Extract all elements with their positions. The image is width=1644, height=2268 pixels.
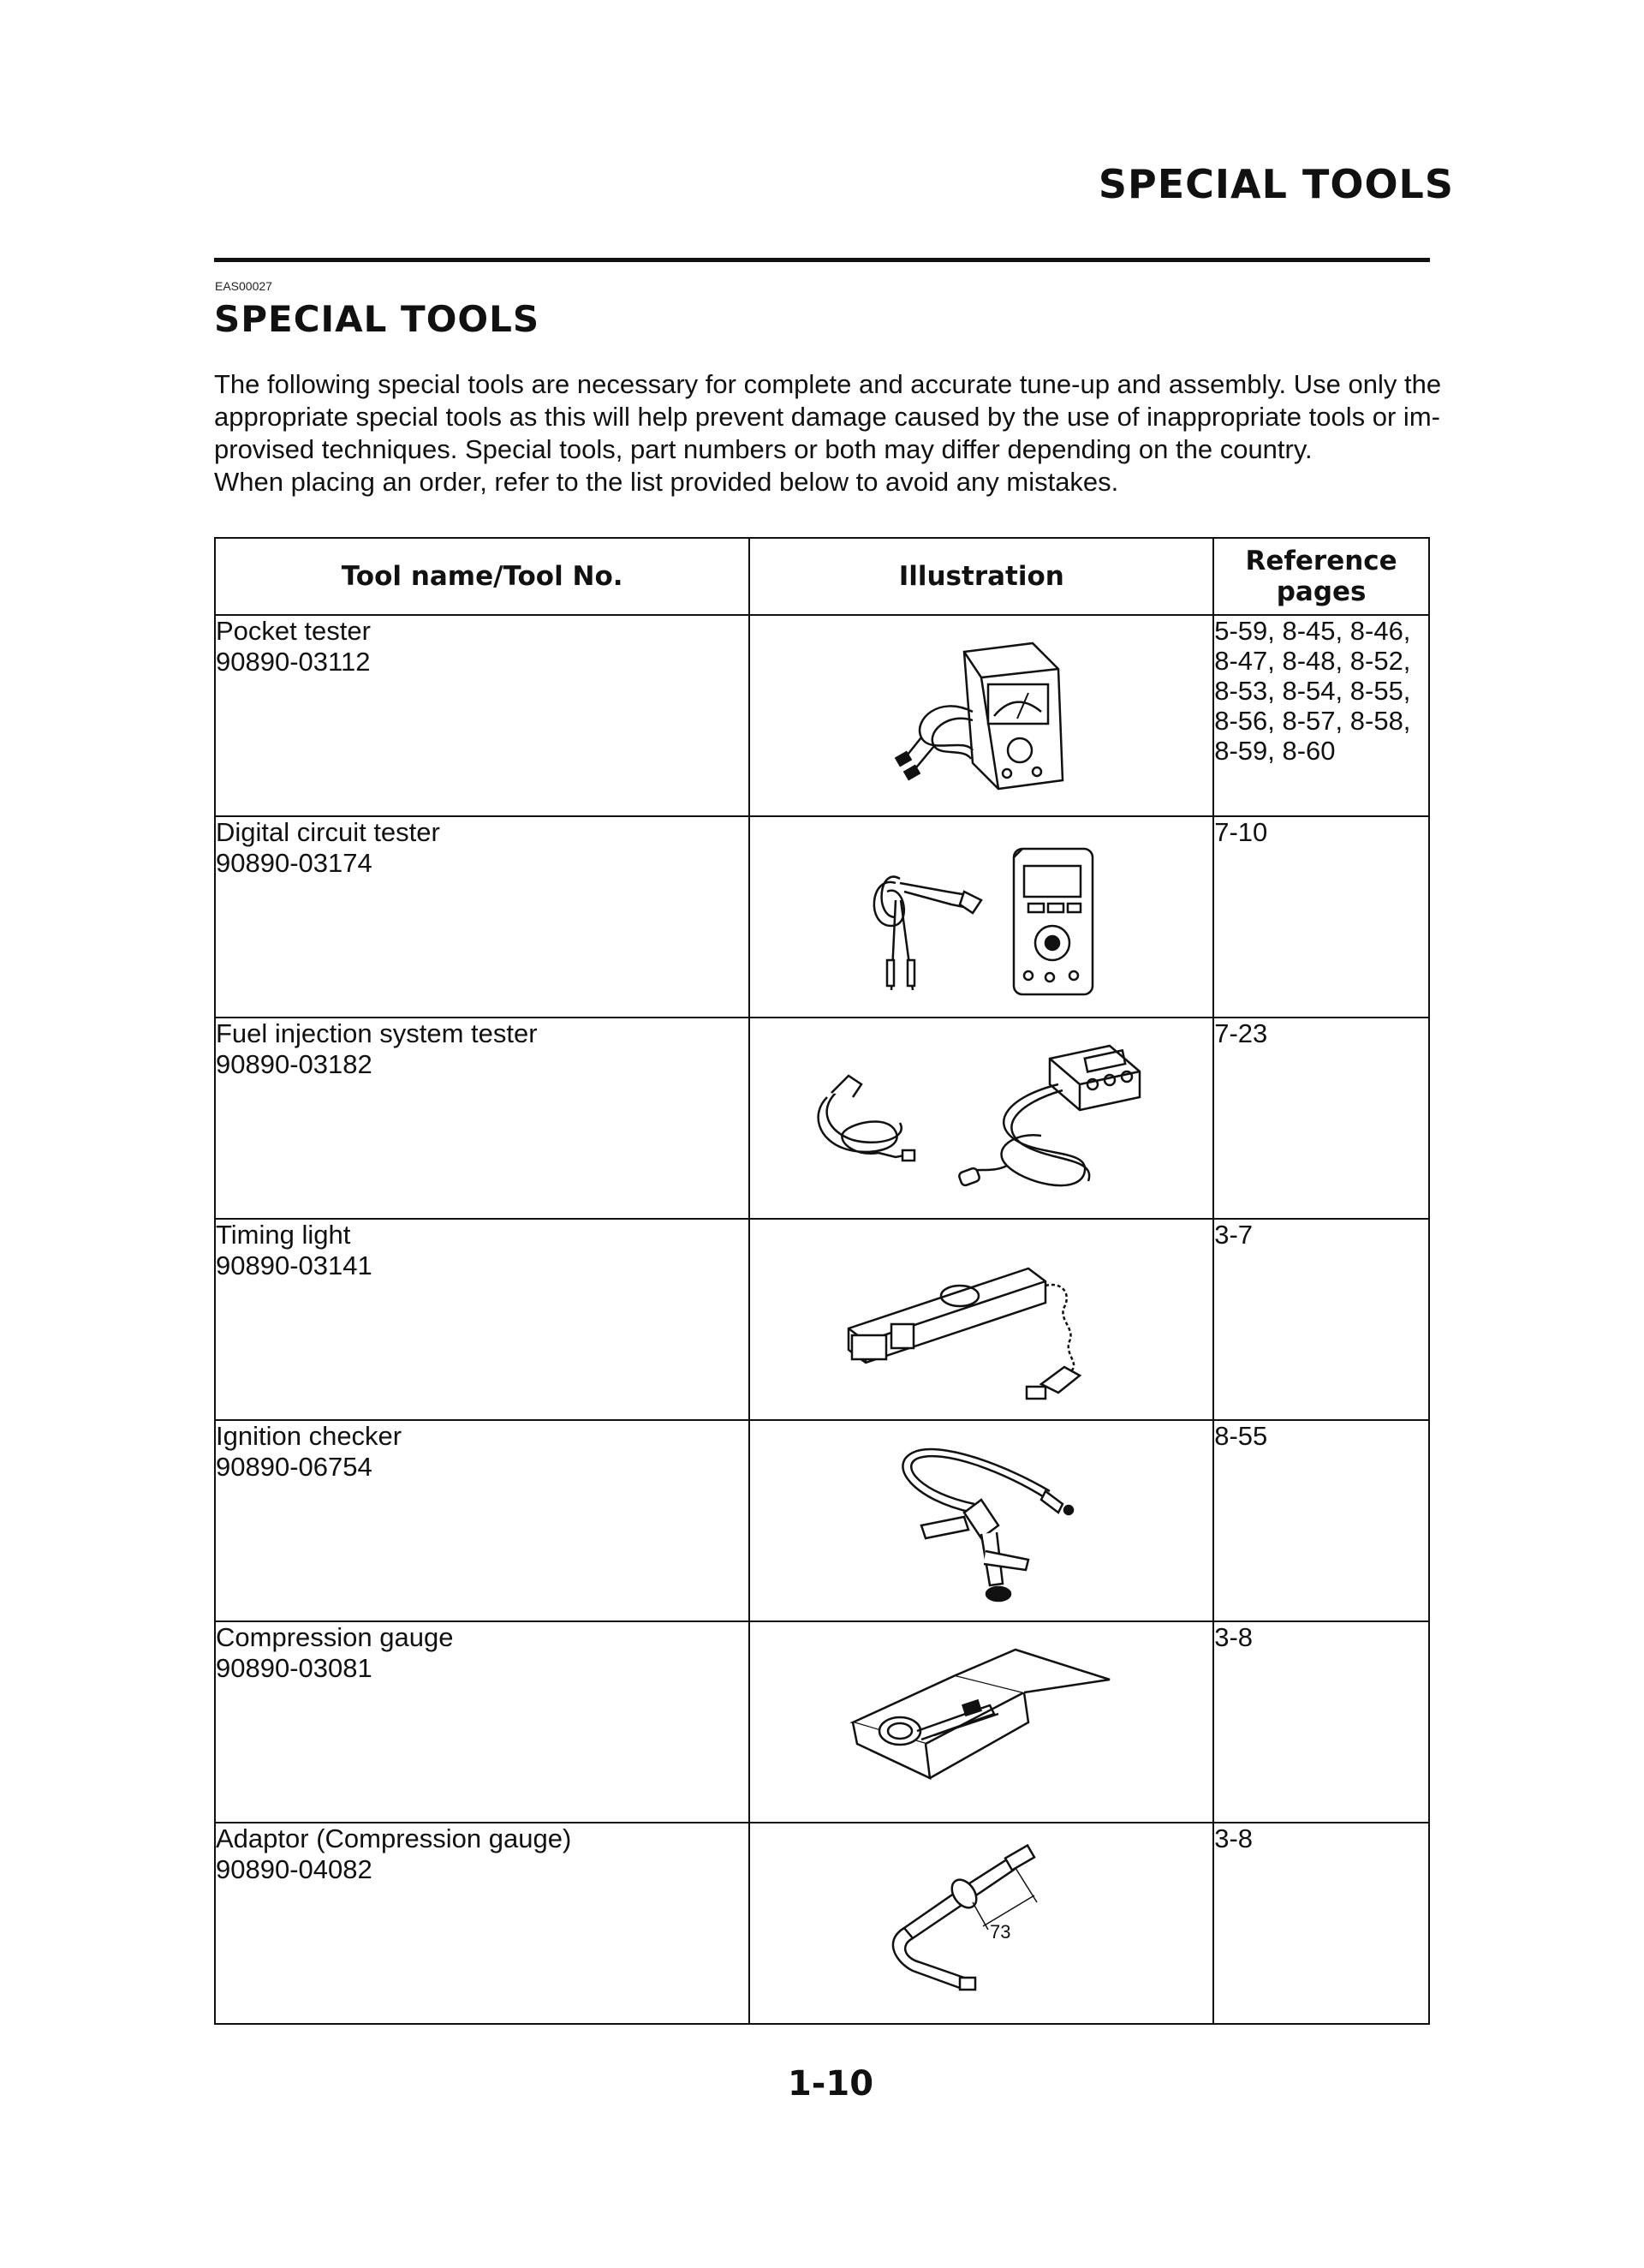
reference-line: 5-59, 8-45, 8-46, — [1214, 616, 1411, 646]
header-reference-line: pages — [1276, 576, 1367, 607]
tool-name: Adaptor (Compression gauge) — [216, 1823, 572, 1853]
special-tools-table — [214, 537, 1430, 2025]
intro-line: The following special tools are necessary for complete and accurate tune-up and assembly. Use only the — [214, 369, 1442, 399]
adaptor-illustration — [879, 1842, 1084, 2005]
pocket-tester-illustration — [887, 635, 1075, 797]
tool-number: 90890-04082 — [216, 1854, 372, 1884]
tool-number: 90890-03174 — [216, 848, 372, 878]
reference-line: 8-59, 8-60 — [1214, 736, 1336, 766]
section-code: EAS00027 — [215, 279, 272, 293]
fuel-injection-tester-illustration — [801, 1037, 1161, 1200]
intro-line: When placing an order, refer to the list provided below to avoid any mistakes. — [214, 467, 1119, 497]
illustration-cell — [749, 1219, 1213, 1420]
table-row — [215, 1018, 1429, 1219]
tool-number: 90890-06754 — [216, 1452, 372, 1482]
reference-pages-cell — [1213, 816, 1429, 1018]
table-row — [215, 1420, 1429, 1621]
tool-name-cell — [215, 816, 749, 1018]
reference-line: 3-7 — [1214, 1220, 1254, 1250]
tool-name: Fuel injection system tester — [216, 1018, 538, 1048]
tool-name: Compression gauge — [216, 1622, 454, 1652]
tool-name-cell — [215, 1420, 749, 1621]
digital-circuit-tester-illustration — [853, 832, 1110, 1003]
illustration-cell — [749, 1018, 1213, 1219]
tool-name: Digital circuit tester — [216, 817, 440, 847]
reference-line: 8-56, 8-57, 8-58, — [1214, 706, 1411, 736]
tool-name-cell — [215, 1018, 749, 1219]
page-header-title: SPECIAL TOOLS — [1098, 161, 1454, 207]
tool-number: 90890-03141 — [216, 1250, 372, 1280]
reference-line: 3-8 — [1214, 1823, 1254, 1853]
header-reference-line: Reference — [1245, 546, 1397, 576]
reference-line: 7-23 — [1214, 1018, 1268, 1048]
intro-line: provised techniques. Special tools, part numbers or both may differ depending on the country. — [214, 434, 1313, 464]
header-reference-pages — [1213, 538, 1429, 615]
page-number: 1-10 — [787, 2064, 874, 2104]
illustration-cell — [749, 615, 1213, 816]
header-tool-name: Tool name/Tool No. — [215, 538, 749, 615]
table-row — [215, 615, 1429, 816]
dimension-label: 73 — [990, 1920, 1011, 1943]
reference-line: 3-8 — [1214, 1622, 1254, 1652]
tool-name-cell — [215, 1219, 749, 1420]
reference-pages-cell — [1213, 1219, 1429, 1420]
tool-name-cell — [215, 1621, 749, 1823]
tool-name-cell — [215, 615, 749, 816]
tool-name: Ignition checker — [216, 1421, 402, 1451]
table-row — [215, 816, 1429, 1018]
timing-light-illustration — [840, 1234, 1123, 1406]
tool-name-cell — [215, 1823, 749, 2024]
section-title: SPECIAL TOOLS — [214, 298, 540, 340]
table-header-row — [215, 538, 1429, 615]
illustration-cell — [749, 1621, 1213, 1823]
tool-number: 90890-03112 — [216, 647, 371, 677]
reference-line: 7-10 — [1214, 817, 1268, 847]
tool-number: 90890-03081 — [216, 1653, 372, 1683]
reference-line: 8-53, 8-54, 8-55, — [1214, 676, 1411, 706]
table-row — [215, 1823, 1429, 2024]
reference-pages-cell — [1213, 1621, 1429, 1823]
tool-number: 90890-03182 — [216, 1049, 372, 1079]
illustration-cell — [749, 816, 1213, 1018]
tool-name: Timing light — [216, 1220, 351, 1250]
header-illustration: Illustration — [749, 538, 1213, 615]
reference-pages-cell — [1213, 615, 1429, 816]
illustration-cell — [749, 1823, 1213, 2024]
reference-line: 8-47, 8-48, 8-52, — [1214, 646, 1411, 676]
reference-pages-cell — [1213, 1420, 1429, 1621]
intro-paragraph — [214, 368, 1516, 498]
reference-pages-cell — [1213, 1823, 1429, 2024]
table-row — [215, 1219, 1429, 1420]
tool-name: Pocket tester — [216, 616, 371, 646]
illustration-cell — [749, 1420, 1213, 1621]
compression-gauge-illustration — [844, 1641, 1118, 1804]
reference-pages-cell — [1213, 1018, 1429, 1219]
reference-line: 8-55 — [1214, 1421, 1268, 1451]
table-row — [215, 1621, 1429, 1823]
header-rule — [214, 258, 1430, 262]
intro-line: appropriate special tools as this will help prevent damage caused by the use of inappropriate tools or im- — [214, 402, 1440, 432]
ignition-checker-illustration — [879, 1431, 1084, 1611]
